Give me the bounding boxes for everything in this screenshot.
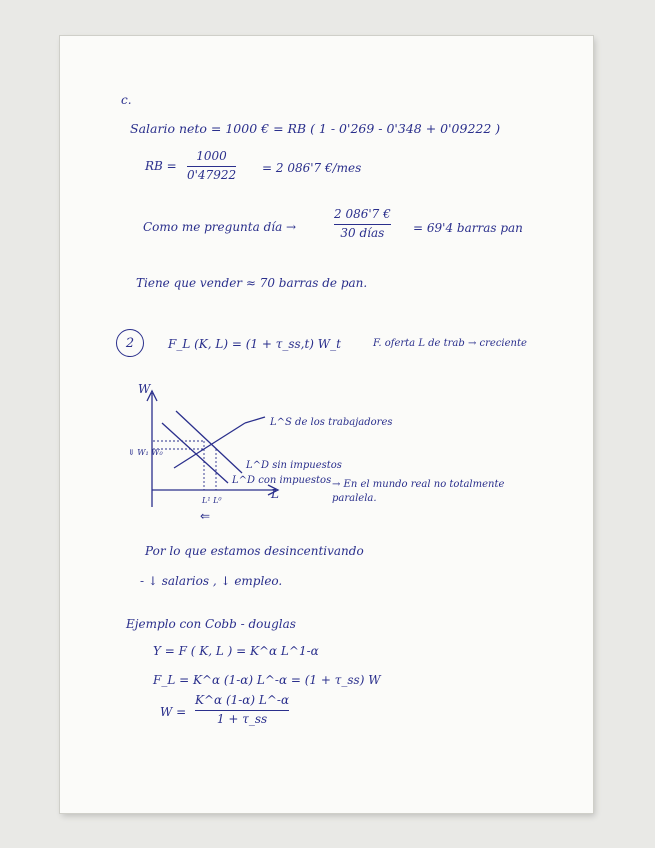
demand-curve-sin-impuestos [176,411,242,473]
cobb-wage-numerator: K^α (1-α) L^-α [195,693,290,707]
rb-result: = 2 086'7 €/mes [262,161,362,175]
rb-numerator: 1000 [196,149,227,163]
y-axis-label: W [138,382,151,396]
question-number-circle: 2 [116,329,144,357]
cobb-wage-lhs: W = [160,705,187,719]
como-pregunta-lhs: Como me pregunta día → [143,220,297,234]
demand-sin-impuestos-label: L^D sin impuestos [246,460,342,471]
demand-curve-con-impuestos [162,423,228,483]
como-fraction [334,208,391,241]
cobb-marginal-product: F_L = K^α (1-α) L^-α = (1 + τ_ss) W [153,673,381,687]
labour-supply-note: F. oferta L de trab → creciente [373,338,527,349]
rb-fraction [187,150,236,183]
cobb-wage-fraction [195,694,289,727]
effects-text: - ↓ salarios , ↓ empleo. [140,574,283,588]
wage-marks: ⇓ W₁ W₀ [128,448,163,457]
supply-curve [174,423,245,468]
x-axis-label: L [271,487,279,501]
por-lo-que-text: Por lo que estamos desincentivando [145,544,364,558]
supply-curve-label: L^S de los trabajadores [270,417,393,428]
rb-denominator: 0'47922 [187,167,237,182]
cobb-wage-denominator: 1 + τ_ss [216,711,268,726]
como-numerator: 2 086'7 € [334,207,391,221]
supply-label-leader [245,417,265,423]
employment-marks: L¹ L⁰ [202,496,222,505]
salario-neto-equation: Salario neto = 1000 € = RB ( 1 - 0'269 - 0'348 + 0'09222 ) [130,121,501,136]
real-world-note: → En el mundo real no totalmente paralela. [332,479,505,504]
demand-con-impuestos-label: L^D con impuestos [232,475,332,486]
cobb-production-function: Y = F ( K, L ) = K^α L^1-α [153,644,319,658]
labour-demand-equation: F_L (K, L) = (1 + τ_ss,t) W_t [168,337,341,351]
part-c-label: c. [121,93,132,107]
rb-lhs: RB = [145,159,177,173]
conclusion-text: Tiene que vender ≈ 70 barras de pan. [136,276,368,290]
como-denominator: 30 días [340,225,385,240]
como-result: = 69'4 barras pan [413,221,523,235]
leftward-shift-arrow: ⇐ [200,509,211,523]
cobb-douglas-title: Ejemplo con Cobb - douglas [126,617,296,631]
labour-market-graph [80,345,280,525]
